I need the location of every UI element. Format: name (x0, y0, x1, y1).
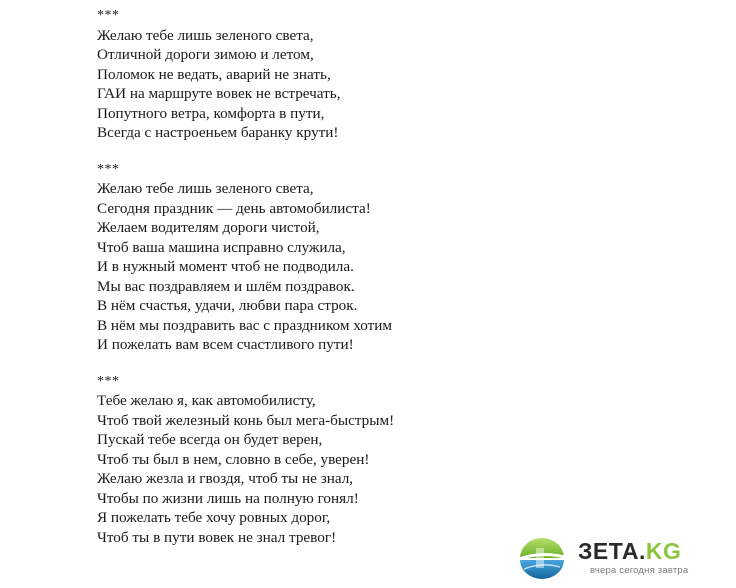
poem-line: В нём счастья, удачи, любви пара строк. (97, 297, 358, 314)
poem-line: Чтоб ты в пути вовек не знал тревог! (97, 528, 337, 546)
poem-line: Мы вас поздравляем и шлём поздравок. (97, 277, 355, 295)
site-watermark (514, 532, 736, 588)
poem-line: Поломок не ведать, аварий не знать, (97, 65, 331, 83)
stanza-separator: *** (97, 8, 120, 23)
watermark-tagline: вчера сегодня завтра (590, 565, 689, 576)
poem-line: ГАИ на маршруте вовек не встречать, (97, 85, 341, 102)
stanza-separator: *** (97, 161, 120, 177)
stanza-separator: *** (97, 373, 120, 389)
globe-logo-icon (514, 536, 570, 580)
poem-line: Желаю тебе лишь зеленого света, (97, 26, 314, 44)
stanza-3 (97, 372, 517, 548)
poem-line: Чтобы по жизни лишь на полную гонял! (97, 489, 359, 507)
poem-line: Отличной дороги зимою и летом, (97, 46, 314, 63)
poem-line: Чтоб ваша машина исправно служила, (97, 238, 346, 256)
poem-line: Пускай тебе всегда он будет верен, (97, 431, 323, 448)
poem-line: Попутного ветра, комфорта в пути, (97, 104, 325, 122)
poem-line: Чтоб твой железный конь был мега-быстрым! (97, 411, 395, 429)
poem-line: Желаю жезла и гвоздя, чтоб ты не знал, (97, 470, 354, 487)
poem-line: Всегда с настроеньем баранку крути! (97, 124, 339, 141)
poem-line: Я пожелать тебе хочу ровных дорог, (97, 509, 331, 526)
poem-line: И пожелать вам всем счастливого пути! (97, 336, 354, 353)
poem-line: Тебе желаю я, как автомобилисту, (97, 392, 316, 409)
stanza-2 (97, 160, 517, 355)
watermark-brand (578, 538, 681, 565)
watermark-brand-accent: KG (645, 538, 682, 564)
stanza-1 (97, 6, 517, 143)
poem-line: В нём мы поздравить вас с праздником хотим (97, 316, 393, 334)
watermark-brand-main: ЗЕТА. (578, 538, 646, 564)
poem-line: Желаем водителям дороги чистой, (97, 219, 320, 236)
poem-line: Чтоб ты был в нем, словно в себе, уверен! (97, 450, 370, 468)
poem-line: Желаю тебе лишь зеленого света, (97, 180, 314, 197)
poem-line: И в нужный момент чтоб не подводила. (97, 258, 354, 275)
poem-line: Сегодня праздник — день автомобилиста! (97, 199, 371, 217)
poem-document (97, 6, 517, 564)
